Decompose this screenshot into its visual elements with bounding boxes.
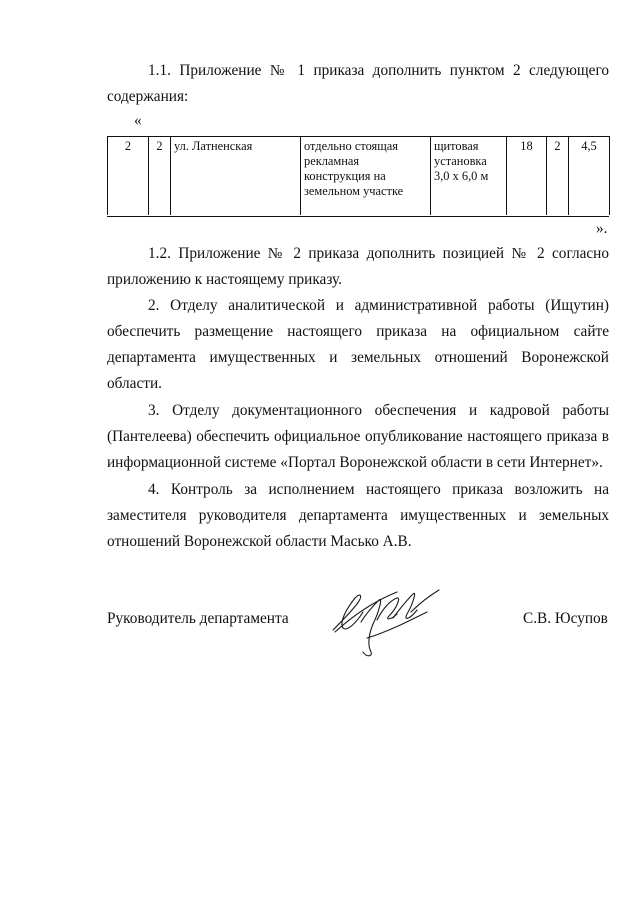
table-cell-2: 2: [149, 137, 171, 215]
paragraph-2-line-3: департамента имущественных и земельных отношений Воронежской: [107, 349, 609, 366]
table-cell-type: отдельно стоящая рекламная конструкция на земельном участке: [301, 137, 431, 215]
table-cell-7: 2: [547, 137, 569, 215]
table-row: [108, 137, 610, 215]
paragraph-2-line-1: 2. Отделу аналитической и административной работы (Ищутин): [148, 297, 609, 314]
signature-name: С.В. Юсупов: [523, 610, 608, 627]
table-cell-street: ул. Латненская: [171, 137, 301, 215]
paragraph-3-line-1: 3. Отделу документационного обеспечения и кадровой работы: [148, 402, 609, 419]
signature-position: Руководитель департамента: [107, 610, 289, 627]
paragraph-4-line-2: заместителя руководителя департамента имущественных и земельных: [107, 507, 609, 524]
table-cell-8: 4,5: [569, 137, 610, 215]
table-bottom-border: [107, 216, 609, 217]
paragraph-2-line-4: области.: [107, 375, 162, 392]
paragraph-1-2-line-1: 1.2. Приложение № 2 приказа дополнить позицией № 2 согласно: [148, 245, 609, 262]
quote-close: ».: [596, 220, 608, 237]
insert-table: [107, 136, 610, 215]
table-cell-installation: щитовая установка 3,0 х 6,0 м: [431, 137, 507, 215]
table-cell-6: 18: [507, 137, 547, 215]
paragraph-4-line-1: 4. Контроль за исполнением настоящего приказа возложить на: [148, 481, 609, 498]
paragraph-1-1-line-2: содержания:: [107, 88, 189, 105]
paragraph-2-line-2: обеспечить размещение настоящего приказа на официальном сайте: [107, 323, 609, 340]
quote-open: «: [134, 112, 142, 129]
paragraph-4-line-3: отношений Воронежской области Масько А.В.: [107, 533, 412, 550]
paragraph-3-line-2: (Пантелеева) обеспечить официальное опубликование настоящего приказа в: [107, 428, 609, 445]
table-cell-1: 2: [108, 137, 149, 215]
paragraph-1-2-line-2: приложению к настоящему приказу.: [107, 271, 342, 288]
paragraph-3-line-3: информационной системе «Портал Воронежской области в сети Интернет».: [107, 454, 603, 471]
paragraph-1-1-line-1: 1.1. Приложение № 1 приказа дополнить пунктом 2 следующего: [148, 62, 609, 79]
handwritten-signature: [327, 582, 447, 662]
